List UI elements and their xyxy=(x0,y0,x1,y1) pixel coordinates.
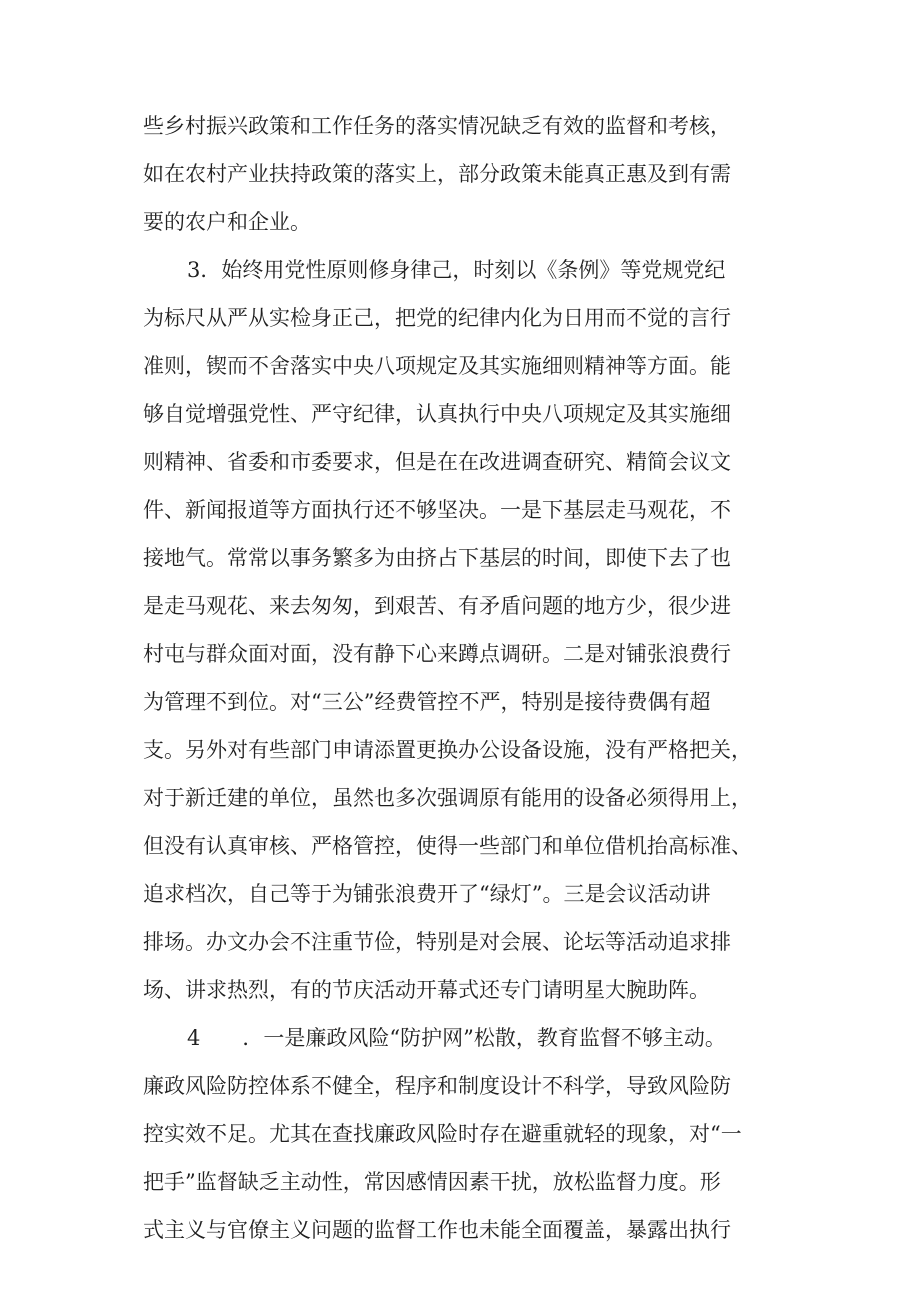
text-line-9: 件、新闻报道等方面执行还不够坚决。一是下基层走马观花，不 xyxy=(143,498,731,522)
text-line-13: 为管理不到位。对“三公”经费管控不严，特别是接待费偶有超 xyxy=(143,690,711,714)
text-line-16: 但没有认真审核、严格管控，使得一些部门和单位借机抬高标准、 xyxy=(143,834,752,858)
text-line-18: 排场。办文办会不注重节俭，特别是对会展、论坛等活动追求排 xyxy=(143,930,731,954)
text-line-8: 则精神、省委和市委要求，但是在在改进调查研究、精简会议文 xyxy=(143,450,731,474)
text-line-2: 如在农村产业扶持政策的落实上，部分政策未能真正惠及到有需 xyxy=(143,162,731,186)
text-line-23: 把手”监督缺乏主动性，常因感情因素干扰，放松监督力度。形 xyxy=(143,1170,721,1194)
text-line-11: 是走马观花、来去匆匆，到艰苦、有矛盾问题的地方少，很少进 xyxy=(143,594,731,618)
text-line-4: 3．始终用党性原则修身律己，时刻以《条例》等党规党纪 xyxy=(187,258,726,282)
text-line-15: 对于新迁建的单位，虽然也多次强调原有能用的设备必须得用上， xyxy=(143,786,752,810)
text-line-20: 4 ．一是廉政风险“防护网”松散，教育监督不够主动。 xyxy=(187,1026,726,1050)
text-line-19: 场、讲求热烈，有的节庆活动开幕式还专门请明星大腕助阵。 xyxy=(143,978,710,1002)
text-line-24: 式主义与官僚主义问题的监督工作也未能全面覆盖，暴露出执行 xyxy=(143,1218,731,1242)
text-line-1: 些乡村振兴政策和工作任务的落实情况缺乏有效的监督和考核， xyxy=(143,114,731,138)
text-line-21: 廉政风险防控体系不健全，程序和制度设计不科学，导致风险防 xyxy=(143,1074,731,1098)
text-line-10: 接地气。常常以事务繁多为由挤占下基层的时间，即使下去了也 xyxy=(143,546,731,570)
text-line-5: 为标尺从严从实检身正己，把党的纪律内化为日用而不觉的言行 xyxy=(143,306,731,330)
text-line-22: 控实效不足。尤其在查找廉政风险时存在避重就轻的现象，对“一 xyxy=(143,1122,742,1146)
text-line-7: 够自觉增强党性、严守纪律，认真执行中央八项规定及其实施细 xyxy=(143,402,731,426)
text-line-12: 村屯与群众面对面，没有静下心来蹲点调研。二是对铺张浪费行 xyxy=(143,642,731,666)
text-line-3: 要的农户和企业。 xyxy=(143,210,311,234)
text-line-14: 支。另外对有些部门申请添置更换办公设备设施，没有严格把关， xyxy=(143,738,752,762)
text-line-6: 准则，锲而不舍落实中央八项规定及其实施细则精神等方面。能 xyxy=(143,354,731,378)
text-line-17: 追求档次，自己等于为铺张浪费开了“绿灯”。三是会议活动讲 xyxy=(143,882,711,906)
